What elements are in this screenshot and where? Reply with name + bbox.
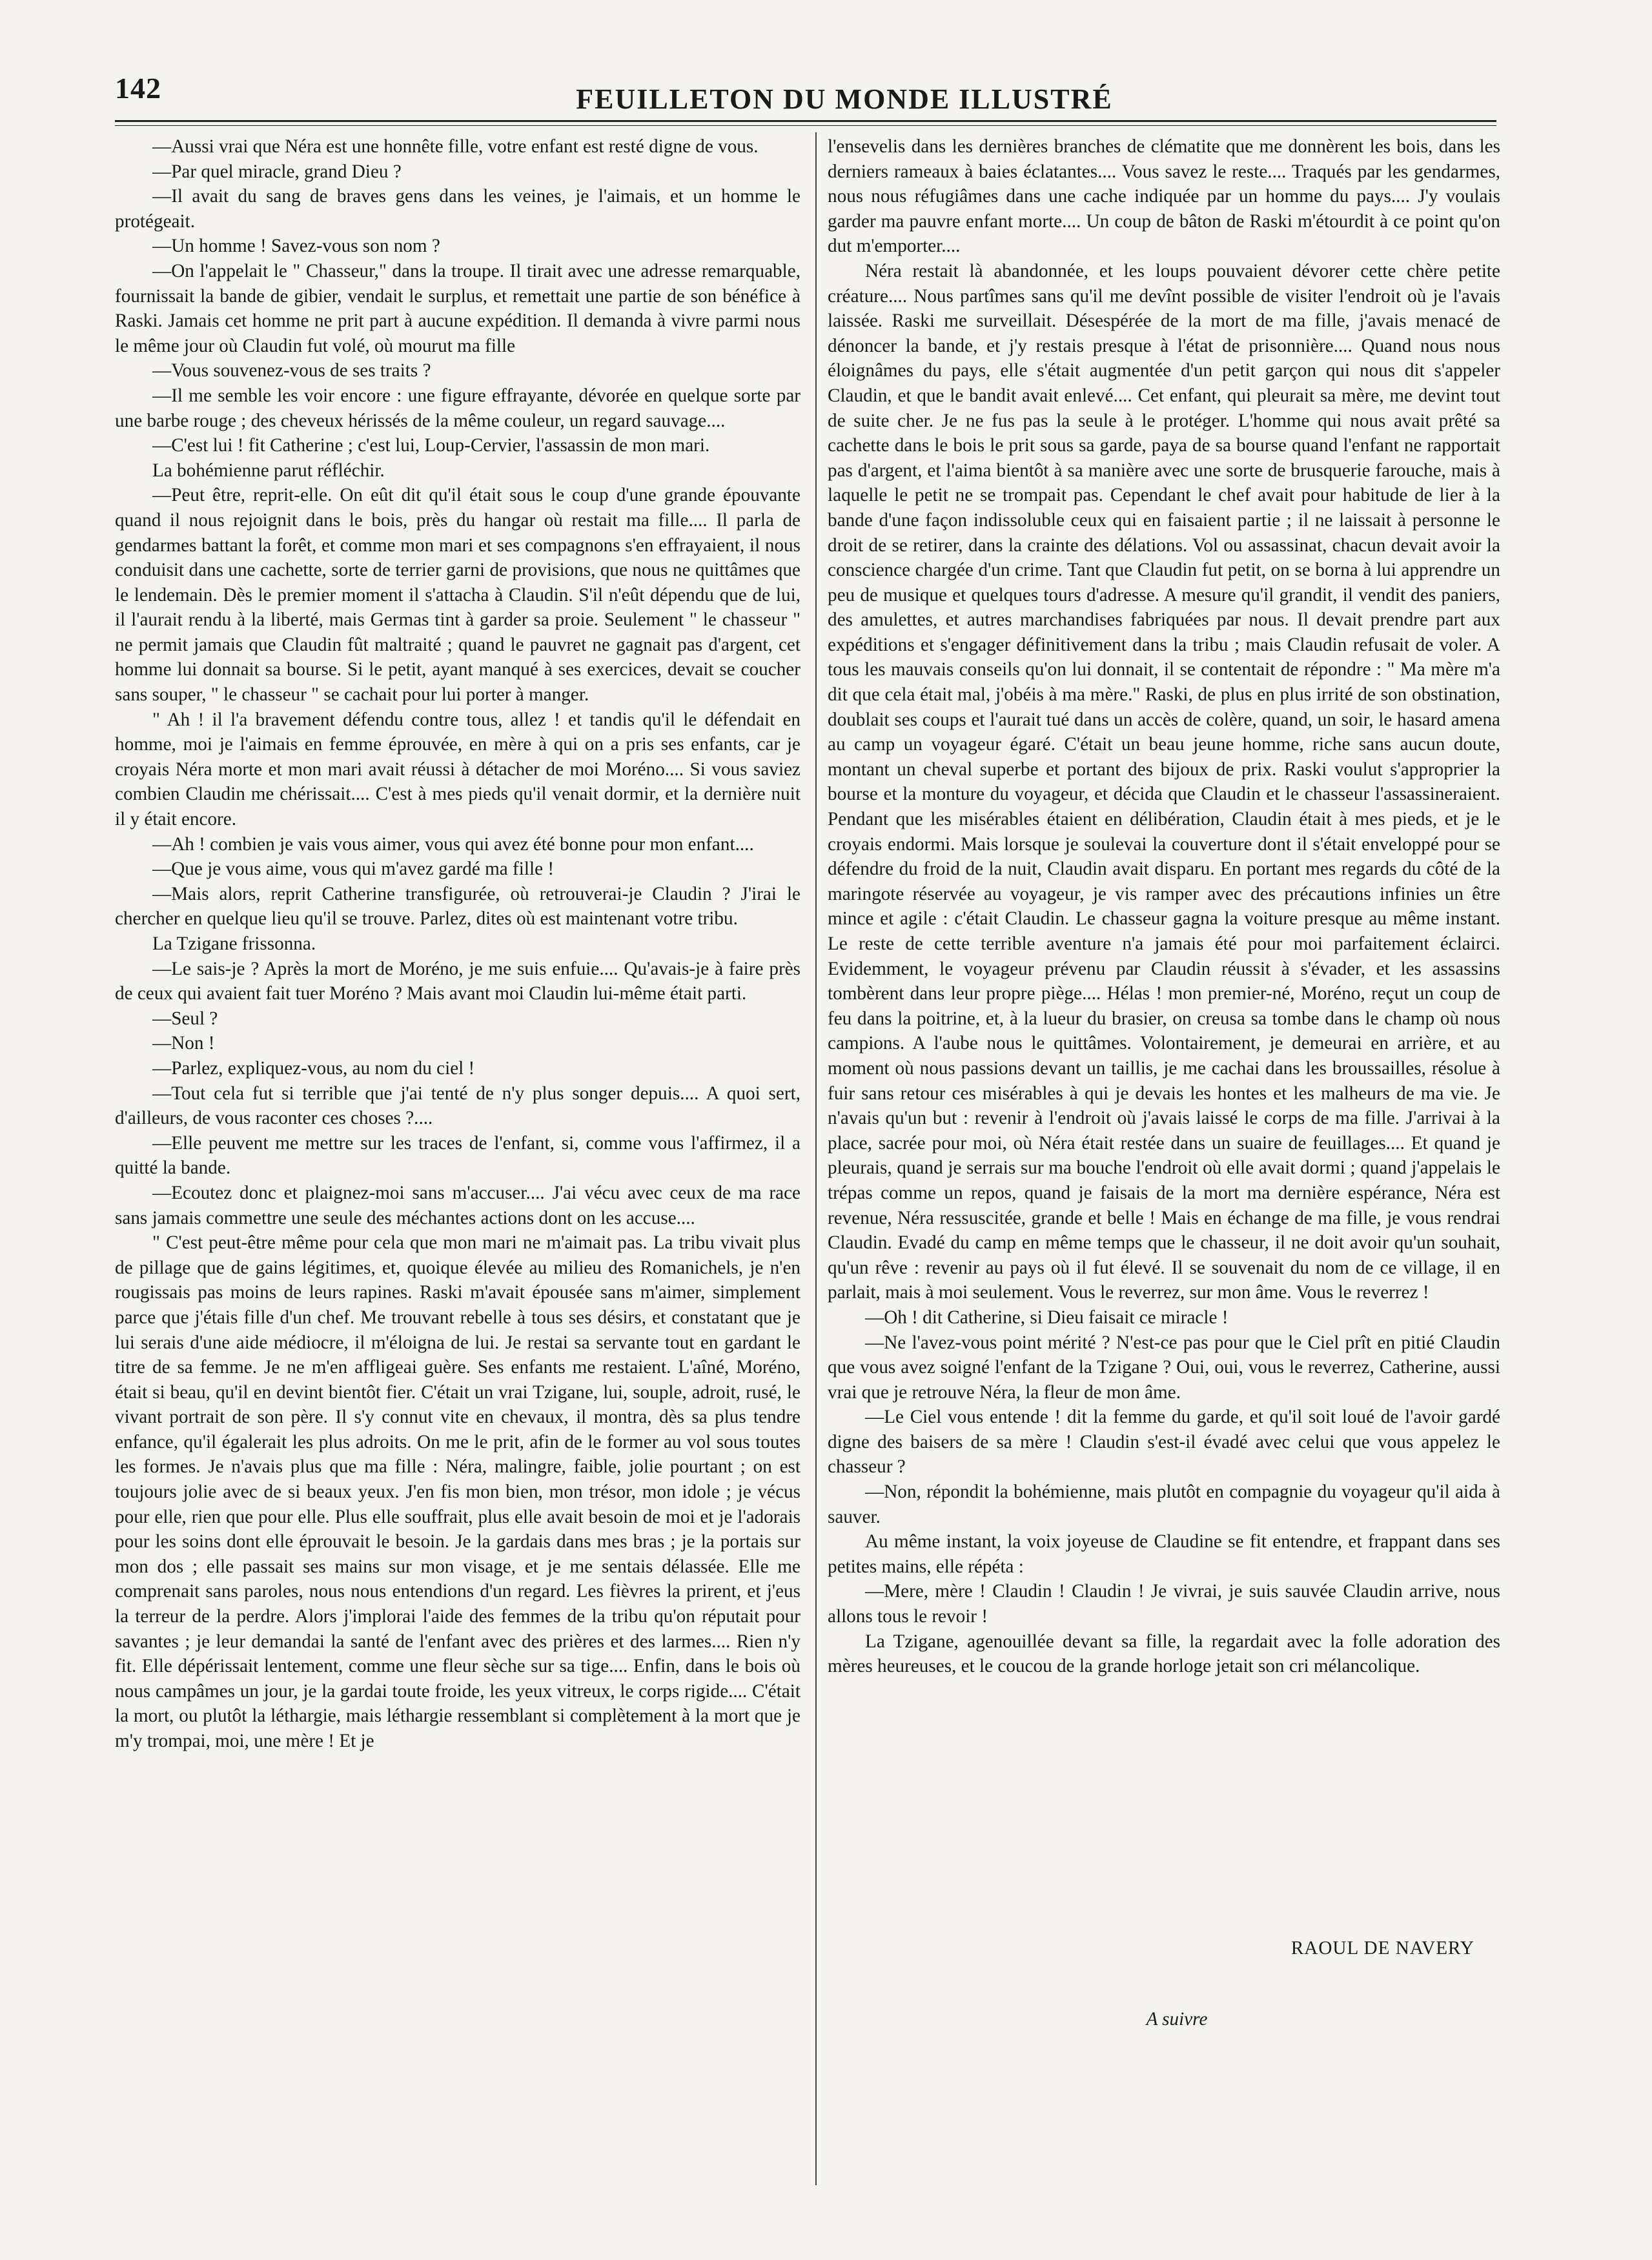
paragraph: —Que je vous aime, vous qui m'avez gardé ma fille ! [152, 859, 555, 880]
paragraph: " Ah ! il l'a bravement défendu contre tous, allez ! et tandis qu'il le défendait en homme, moi je l'aimais en femme éprouvée, en mère à qui on a pris ses enfants, car je croyais Néra morte et mon mari avait réussi à détacher de moi Moréno.... Si vous saviez combien Claudin me chérissait.... C'est à mes pieds qu'il venait dormir, et la dernière nuit il y était encore. [115, 709, 801, 830]
paragraph: —Il me semble les voir encore : une figure effrayante, dévorée en quelque sorte par une barbe rouge ; des cheveux hérissés de la même couleur, un regard sauvage.... [115, 385, 801, 431]
paragraph: l'ensevelis dans les dernières branches de clématite que me donnèrent les bois, dans les derniers rameaux à baies éclatantes.... Vous savez le reste.... Traqués par les gendarmes, nous nous réfugiâmes dans une cache indiquée par un homme du pays.... J'y voulais garder ma pauvre enfant morte.... Un coup de bâton de Raski m'étourdit à ce point qu'on dut m'emporter.... [828, 136, 1500, 257]
paragraph: —Peut être, reprit-elle. On eût dit qu'il était sous le coup d'une grande épouvante quand il nous rejoignit dans le bois, près du hangar où restait ma fille.... Il parla de gendarmes battant la forêt, et comme mon mari et ses compagnons s'en effrayaient, il nous conduisit dans une cachette, sorte de terrier garni de provisions, que nous ne quittâmes que le lendemain. Dès le premier moment il s'attacha à Claudin. S'il n'eût dépendu que de lui, il l'aurait rendu à la liberté, mais Germas tint à garder sa proie. Seulement " le chasseur " ne permit jamais que Claudin fût maltraité ; quand le pauvret ne gagnait pas d'argent, cet homme lui donnait sa bourse. Si le petit, ayant manqué à ses exercices, devait se coucher sans souper, " le chasseur " se cachait pour lui porter à manger. [115, 485, 801, 706]
header-rule-thin [115, 125, 1496, 126]
paragraph: —Non ! [152, 1033, 215, 1054]
paragraph: —Vous souvenez-vous de ses traits ? [152, 360, 431, 382]
paragraph: —Non, répondit la bohémienne, mais plutôt en compagnie du voyageur qu'il aida à sauver. [828, 1481, 1500, 1527]
column-divider [815, 132, 817, 2185]
paragraph: —Ah ! combien je vais vous aimer, vous qui avez été bonne pour mon enfant.... [152, 833, 754, 855]
paragraph: La Tzigane, agenouillée devant sa fille, la regardait avec la folle adoration des mères heureuses, et le coucou de la grande horloge jetait son cri mélancolique. [828, 1631, 1500, 1677]
paragraph: " C'est peut-être même pour cela que mon mari ne m'aimait pas. La tribu vivait plus de pillage que de gains légitimes, et, quoique élevée au milieu des Romanichels, je n'en rougissais pas moins de leurs rapines. Raski m'avait épousée sans m'aimer, simplement parce que j'étais fille d'un chef. Me trouvant rebelle à tous ses désirs, et constatant que je lui serais d'une aide médiocre, il m'éloigna de lui. Je restai sa servante tout en gardant le titre de sa femme. Je ne m'en affligeai guère. Ses enfants me restaient. L'aîné, Moréno, était si beau, qu'il en devint bientôt fier. C'était un vrai Tzigane, lui, souple, adroit, rusé, le vivant portrait de son père. Il s'y connut vite en chevaux, il montra, dès sa plus tendre enfance, qu'il égalerait les plus adroits. On me le prit, afin de le former au vol sous toutes les formes. Je n'avais plus que ma fille : Néra, malingre, faible, jolie pourtant ; on est toujours jolie avec de si beaux yeux. J'en fis mon bien, mon trésor, mon idole ; je vécus pour elle, rien que pour elle. Plus elle souffrait, plus elle avait besoin de moi et je l'adorais pour les soins dont elle éprouvait le besoin. Je la gardais dans mes bras ; je la portais sur mon dos ; elle passait ses mains sur mon visage, et je me sentais délassée. Elle me comprenait sans paroles, nous nous entendions d'un regard. Les fièvres la prirent, et j'eus la terreur de la perdre. Alors j'implorai l'aide des femmes de la tribu qu'on réputait pour savantes ; je leur demandai la santé de l'enfant avec des prières et des larmes.... Rien n'y fit. Elle dépérissait lentement, comme une fleur sèche sur sa tige.... Enfin, dans le bois où nous campâmes un jour, je la gardai toute froide, les yeux vitreux, le corps rigide.... C'était la mort, ou plutôt la léthargie, mais léthargie ressemblant si complètement à la mort que je m'y trompai, moi, une mère ! Et je [115, 1232, 801, 1751]
paragraph: Néra restait là abandonnée, et les loups pouvaient dévorer cette chère petite créature.... Nous partîmes sans qu'il me devînt possible de visiter l'endroit où je l'avais laissée. Raski me surveillait. Désespérée de la mort de ma fille, j'avais menacé de dénoncer la bande, et j'y restais presque à l'état de prisonnière.... Quand nous nous éloignâmes du pays, elle s'était augmentée d'un petit garçon qui nous dit s'appeler Claudin, et que le bandit avait enlevé.... Cet enfant, qui pleurait sa mère, me devint tout de suite cher. Je ne fus pas la seule à le protéger. L'homme qui nous avait prêté sa cachette dans le bois le prit sous sa garde, paya de sa bourse quand l'enfant ne rapportait pas d'argent, et l'aima bientôt à sa manière avec une sorte de brusquerie farouche, mais à laquelle le petit ne se trompait pas. Cependant le chef avait pour habitude de lier à la bande d'une façon indissoluble ceux qui en faisaient partie ; il ne laissait à personne le droit de se retirer, dans la crainte des délations. Vol ou assassinat, chacun devait avoir la conscience chargée d'un crime. Tant que Claudin fut petit, on se borna à lui apprendre un peu de musique et quelques tours d'adresse. A mesure qu'il grandit, il vendit des paniers, des amulettes, et autres marchandises fabriquées par nous. Il devait prendre part aux expéditions et s'engager définitivement dans la tribu ; mais Claudin refusait de voler. A tous les mauvais conseils qu'on lui donnait, il se contentait de répondre : " Ma mère m'a dit que cela était mal, j'obéis à ma mère." Raski, de plus en plus irrité de son obstination, doublait ses coups et l'aurait tué dans un accès de colère, quand, un soir, le hasard amena au camp un voyageur égaré. C'était un beau jeune homme, riche sans aucun doute, montant un cheval superbe et portant des bijoux de prix. Raski voulut s'approprier la bourse et la monture du voyageur, et décida que Claudin et le chasseur l'assassineraient. Pendant que les misérables étaient en délibération, Claudin était à mes pieds, et je le croyais endormi. Mais lorsque je soulevai la couverture dont il s'était enveloppé pour se défendre du froid de la nuit, Claudin avait disparu. En portant mes regards du côté de la maringote réservée au voyageur, je vis ramper avec des précautions infinies un être mince et agile : c'était Claudin. Le chasseur gagna la voiture presque au même instant. Le reste de cette terrible aventure n'a jamais été pour moi parfaitement éclairci. Evidemment, le voyageur prévenu par Claudin réussit à s'évader, et les assassins tombèrent dans leur propre piège.... Hélas ! mon premier-né, Moréno, reçut un coup de feu dans la poitrine, et, à la lueur du brasier, on creusa sa tombe dans le champ où nous campions. A l'aube nous le quittâmes. Volontairement, je demeurai en arrière, et au moment où nous passions devant un taillis, je me cachai dans les broussailles, résolue à fuir sans retour ces misérables à qui je devais les hontes et les malheurs de ma vie. Je n'avais qu'un but : revenir à l'endroit où j'avais laissé le corps de ma fille. J'arrivai à la place, sacrée pour moi, où Néra était restée dans un suaire de feuillages.... Et quand je pleurais, quand je serrais sur ma bouche l'endroit où elle avait dormi ; quand j'appelais le trépas comme un repos, quand je faisais de la mort ma dernière espérance, Néra est revenue, Néra ressuscitée, grande et belle ! Mais en échange de ma fille, je vous rendrai Claudin. Evadé du camp en même temps que le chasseur, il ne doit avoir qu'un souhait, qu'un rêve : revenir au pays où il fut élevé. Il se souvenait du nom de ce village, il en parlait, mais à moi seulement. Vous le reverrez, sur mon âme. Vous le reverrez ! [828, 260, 1500, 1303]
paragraph: —Parlez, expliquez-vous, au nom du ciel ! [152, 1057, 475, 1079]
author-signature: RAOUL DE NAVERY [1290, 1938, 1474, 1959]
page-number: 142 [115, 72, 161, 105]
paragraph: —On l'appelait le " Chasseur," dans la troupe. Il tirait avec une adresse remarquable, fournissait la bande de gibier, vendait le surplus, et remettait une partie de son bénéfice à Raski. Jamais cet homme ne prit part à aucune expédition. Il demanda à vivre parmi nous le même jour où Claudin fut volé, où mourut ma fille [115, 260, 801, 356]
to-be-continued: A suivre [1146, 2009, 1208, 2030]
paragraph: —Par quel miracle, grand Dieu ? [152, 161, 402, 182]
paragraph: —Mais alors, reprit Catherine transfigurée, où retrouverai-je Claudin ? J'irai le chercher en quelque lieu qu'il se trouve. Parlez, dites où est maintenant votre tribu. [115, 883, 801, 930]
paragraph: La bohémienne parut réfléchir. [152, 460, 385, 481]
paragraph: —Ecoutez donc et plaignez-moi sans m'accuser.... J'ai vécu avec ceux de ma race sans jamais commettre une seule des méchantes actions dont on les accuse.... [115, 1182, 801, 1228]
header-rule-thick [115, 120, 1496, 122]
paragraph: —Aussi vrai que Néra est une honnête fille, votre enfant est resté digne de vous. [152, 136, 759, 157]
paragraph: —Le sais-je ? Après la mort de Moréno, je me suis enfuie.... Qu'avais-je à faire près de ceux qui avaient fait tuer Moréno ? Mais avant moi Claudin lui-même était parti. [115, 958, 801, 1004]
paragraph: —Oh ! dit Catherine, si Dieu faisait ce miracle ! [865, 1307, 1229, 1328]
paragraph: —Le Ciel vous entende ! dit la femme du garde, et qu'il soit loué de l'avoir gardé digne des baisers de sa mère ! Claudin s'est-il évadé avec celui que vous appelez le chasseur ? [828, 1407, 1500, 1478]
paragraph: —C'est lui ! fit Catherine ; c'est lui, Loup-Cervier, l'assassin de mon mari. [152, 435, 710, 456]
paragraph: —Seul ? [152, 1008, 218, 1029]
paragraph: —Mere, mère ! Claudin ! Claudin ! Je vivrai, je suis sauvée Claudin arrive, nous allons tous le revoir ! [828, 1581, 1500, 1627]
right-column [828, 134, 1500, 1679]
left-column [115, 134, 801, 1754]
paragraph: La Tzigane frissonna. [152, 933, 316, 954]
paragraph: —Elle peuvent me mettre sur les traces de l'enfant, si, comme vous l'affirmez, il a quitté la bande. [115, 1132, 801, 1179]
page-header [115, 71, 1496, 116]
running-title: FEUILLETON DU MONDE ILLUSTRÉ [576, 83, 1113, 115]
paragraph: —Un homme ! Savez-vous son nom ? [152, 236, 440, 257]
paragraph: —Il avait du sang de braves gens dans les veines, je l'aimais, et un homme le protégeait. [115, 186, 801, 232]
paragraph: —Ne l'avez-vous point mérité ? N'est-ce pas pour que le Ciel prît en pitié Claudin que vous avez soigné l'enfant de la Tzigane ? Oui, oui, vous le reverrez, Catherine, aussi vrai que je retrouve Néra, la fleur de mon âme. [828, 1332, 1500, 1403]
paragraph: —Tout cela fut si terrible que j'ai tenté de n'y plus songer depuis.... A quoi sert, d'ailleurs, de vous raconter ces choses ?.... [115, 1083, 801, 1129]
paragraph: Au même instant, la voix joyeuse de Claudine se fit entendre, et frappant dans ses petites mains, elle répéta : [828, 1531, 1500, 1577]
